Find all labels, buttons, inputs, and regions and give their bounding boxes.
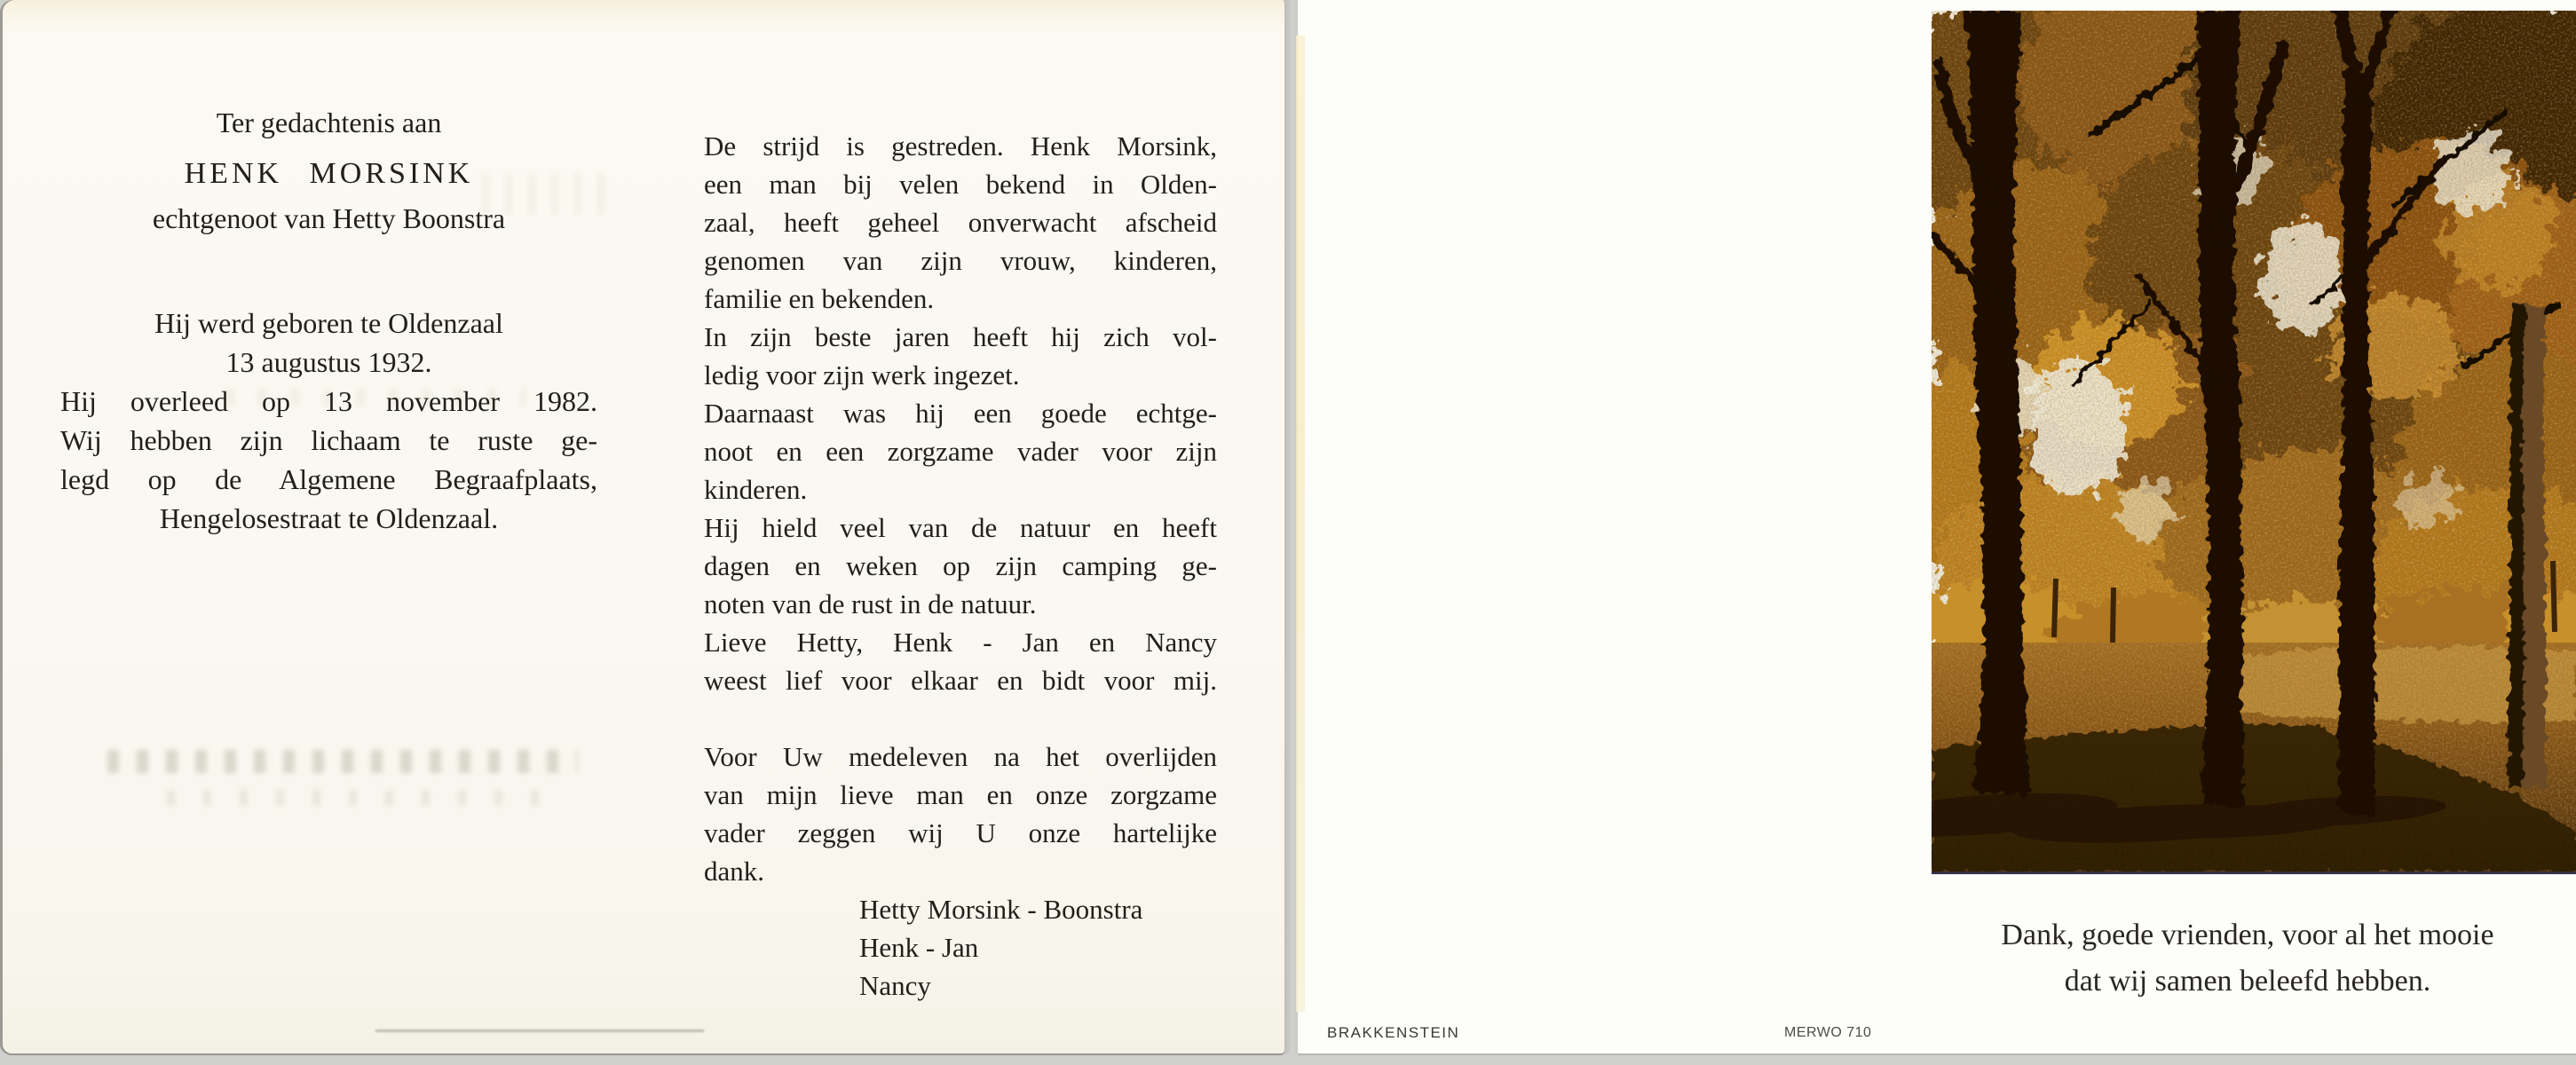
- autumn-forest-illustration: [1932, 11, 2576, 872]
- text-line: Lieve Hetty, Henk - Jan en Nancy: [704, 627, 1217, 658]
- blank-line: [704, 699, 1217, 738]
- text-line: van mijn lieve man en onze zorgzame: [704, 779, 1217, 810]
- text-line: een man bij velen bekend in Olden-: [704, 169, 1217, 200]
- text-line: genomen van zijn vrouw, kinderen,: [704, 245, 1217, 276]
- scan-streak: [375, 1030, 704, 1032]
- text-line: zaal, heeft geheel onverwacht afscheid: [704, 207, 1217, 238]
- text-line: Voor Uw medeleven na het overlijden: [704, 741, 1217, 772]
- memorial-text-column: [704, 127, 1217, 1005]
- caption-line: dat wij samen beleefd hebben.: [2064, 965, 2431, 998]
- memorial-intro: Ter gedachtenis aan: [216, 106, 442, 138]
- text-line: weest lief voor elkaar en bidt voor mij.: [704, 665, 1217, 696]
- bio-line: Hij werd geboren te Oldenzaal: [154, 307, 503, 339]
- text-line: De strijd is gestreden. Henk Morsink,: [704, 130, 1217, 162]
- text-line: Hij hield veel van de natuur en heeft: [704, 512, 1217, 543]
- print-code: MERWO 710: [1784, 1025, 1872, 1040]
- printer-credit-line: [1298, 1021, 1919, 1047]
- printer-name: BRAKKENSTEIN: [1327, 1024, 1460, 1041]
- text-line: noten van de rust in de natuur.: [704, 588, 1037, 619]
- print-smudge: [167, 790, 549, 806]
- bio-line: Hij overleed op 13 november 1982.: [60, 385, 597, 417]
- text-line: dank.: [704, 856, 765, 887]
- spouse-line: echtgenoot van Hetty Boonstra: [152, 202, 506, 234]
- text-line: noot en een zorgzame vader voor zijn: [704, 436, 1217, 467]
- caption-line: Dank, goede vrienden, voor al het mooie: [2001, 919, 2494, 951]
- bio-line: 13 augustus 1932.: [225, 346, 432, 378]
- text-line: vader zeggen wij U onze hartelijke: [704, 817, 1217, 848]
- text-line: dagen en weken op zijn camping ge-: [704, 550, 1217, 581]
- print-smudge: [107, 750, 578, 773]
- left-card: [3, 0, 1284, 1053]
- text-line: In zijn beste jaren heeft hij zich vol-: [704, 321, 1217, 352]
- deceased-name: HENK MORSINK: [184, 157, 474, 190]
- signature-line: Henk - Jan: [859, 932, 979, 963]
- right-card: [1298, 0, 2576, 1053]
- text-line: familie en bekenden.: [704, 283, 935, 314]
- text-line: ledig voor zijn werk ingezet.: [704, 359, 1020, 390]
- thank-you-caption: [1919, 912, 2576, 1005]
- bio-line: legd op de Algemene Begraafplaats,: [60, 463, 597, 495]
- bio-line: Wij hebben zijn lichaam te ruste ge-: [60, 424, 597, 456]
- birth-death-paragraph: [60, 304, 597, 538]
- text-line: kinderen.: [704, 474, 808, 505]
- signature-line: Hetty Morsink - Boonstra: [859, 894, 1143, 925]
- signature-line: Nancy: [859, 970, 931, 1001]
- memorial-header-column: [60, 103, 597, 538]
- text-line: Daarnaast was hij een goede echtge-: [704, 398, 1217, 429]
- bio-line: Hengelosestraat te Oldenzaal.: [159, 502, 499, 534]
- autumn-forest-photo: [1932, 11, 2576, 874]
